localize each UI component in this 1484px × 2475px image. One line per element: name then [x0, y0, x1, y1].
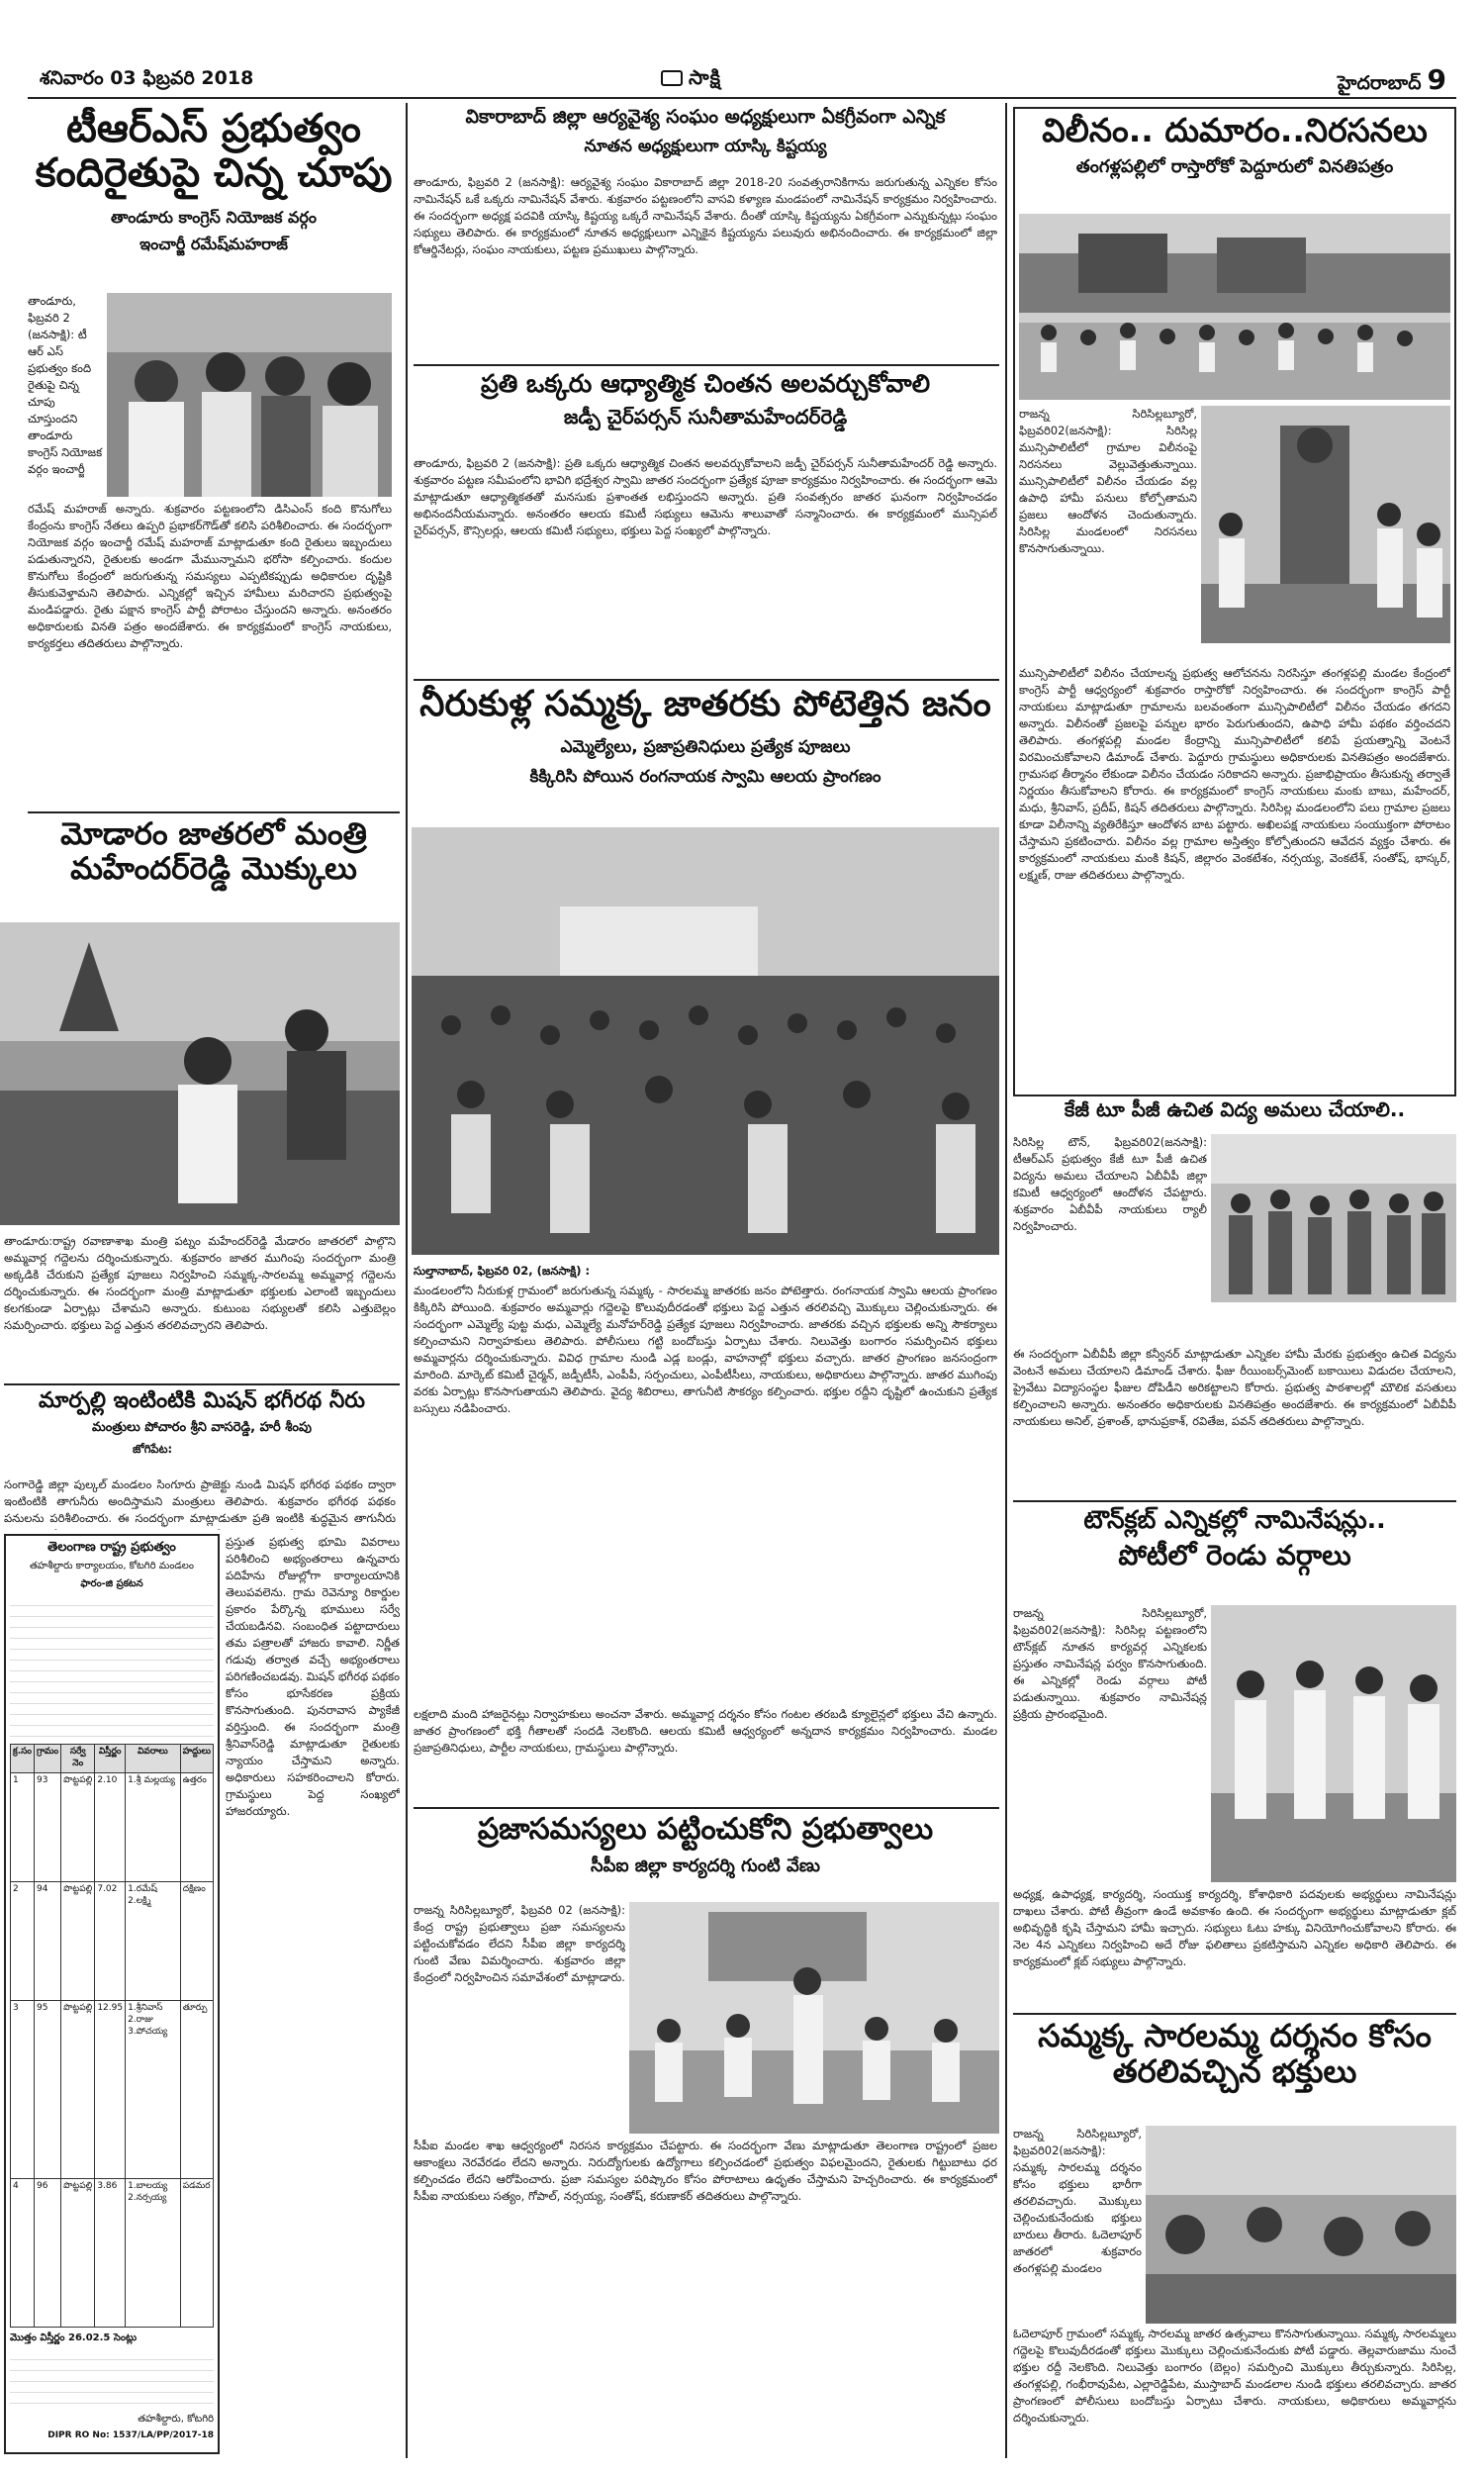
- table-cell: దక్షిణం: [180, 1882, 213, 2001]
- tender-notice-number: ఫారం-జి ప్రకటన: [80, 1578, 143, 1589]
- subheadline: సీపీఐ జిల్లా కార్యదర్శి గుంటి వేణు: [591, 1855, 820, 1876]
- story-bhagiratha-head: [4, 1389, 400, 1475]
- headline: ప్రతి ఒక్కరు ఆధ్యాత్మిక చింతన అలవర్చుకోవాలి: [480, 370, 931, 398]
- column-rule-1: [406, 103, 408, 2458]
- column-header: గ్రామం: [35, 1745, 61, 1773]
- photo-congress-leaders: [107, 293, 392, 497]
- table-cell: 1.శ్రీనివాస్ 2.రాజు 3.పోచయ్య: [126, 2001, 181, 2179]
- tender-subtitle: తహశీల్దారు కార్యాలయం, కోటగిరి మండలం: [30, 1561, 194, 1571]
- subheadline: నూతన అధ్యక్షులుగా యాస్కి కిష్టయ్య: [584, 137, 827, 157]
- dateline: సుల్తానాబాద్, ఫిబ్రవరి 02, (జనసాక్షి) :: [414, 1264, 591, 1278]
- photo-memorandum: [1201, 406, 1450, 643]
- story-vileenam-body: మున్సిపాలిటీలో విలీనం చేయాలన్న ప్రభుత్వ ఆలోచనను నిరసిస్తూ తంగళ్లపల్లి మండల కేంద్రంలో కాంగ్రెస్ పార్టీ ఆధ్వర్యంలో శుక్రవారం రాస్తారోకో నిర్వహించారు. ఈ సందర్భంగా కాంగ్రెస్ పార్టీ నాయకులు మాట్లాడుతూ గ్రామాలను బలవంతంగా మున్సిపాలిటీలో విలీనం చేయడం తగదని అన్నారు. విలీనంతో ప్రజలపై పన్నుల భారం పెరుగుతుందని, ఉపాధి హామీ పథకం వర్తించదని తెలిపారు. తంగళ్లపల్లి మండల కేంద్రాన్ని మున్సిపాలిటీలో కలిపే ప్రయత్నాన్ని వెంటనే విరమించుకోవాలని డిమాండ్ చేశారు. పెద్దూరు గ్రామస్థులు అధికారులకు వినతిపత్రం అందజేశారు. గ్రామసభ తీర్మానం లేకుండా విలీనం చేయడం సరికాదని అన్నారు. ప్రజాభిప్రాయం తీసుకున్న తర్వాతే నిర్ణయం తీసుకోవాలని కోరారు. ఈ కార్యక్రమంలో కాంగ్రెస్ నాయకులు మంకు బాబు, మహేందర్, మధు, శ్రీనివాస్, ప్రదీప్, కిషన్ తదితరులు పాల్గొన్నారు. సిరిసిల్ల మండలంలోని పలు గ్రామాల ప్రజలు కూడా విలీనాన్ని వ్యతిరేకిస్తూ ఆందోళన బాట పట్టారు. అఖిలపక్ష నాయకులు సంయుక్తంగా పోరాటం చేస్తామని ప్రకటించారు. విలీనం వల్ల గ్రామాల అస్తిత్వం కోల్పోతుందని ఆవేదన వ్యక్తం చేశారు. ఈ కార్యక్రమంలో నాయకులు మంకి కిషన్, జిల్లారం వెంకటేశం, నర్సయ్య, వెంకటేశ్, సంతోష్, భాస్కర్, లక్ష్మణ్, రాజు తదితరులు పాల్గొన్నారు.: [1019, 666, 1450, 883]
- story-kg-pg-body: ఈ సందర్భంగా ఏబీవీపీ జిల్లా కన్వీనర్ మాట్లాడుతూ ఎన్నికల హామీ మేరకు ప్రభుత్వం ఉచిత విద్యను వెంటనే అమలు చేయాలని డిమాండ్ చేశారు. ఫీజు రీయింబర్స్‌మెంట్ బకాయిలు విడుదల చేయాలని, ప్రైవేటు విద్యాసంస్థల ఫీజుల దోపిడీని అరికట్టాలని కోరారు. ప్రభుత్వ పాఠశాలల్లో మౌలిక వసతులు కల్పించాలని అన్నారు. అనంతరం అధికారులకు వినతిపత్రం అందజేశారు. ఈ కార్యక్రమంలో ఏబీవీపీ నాయకులు అనిల్, ప్రశాంత్, భానుప్రకాశ్, రవితేజ, పవన్ తదితరులు పాల్గొన్నారు.: [1013, 1347, 1456, 1429]
- subheadline: మంత్రులు పోచారం శ్రీని వాసరెడ్డి, హరీ శీంపు: [92, 1419, 312, 1435]
- subheadline: తంగళ్లపల్లిలో రాస్తారోకో పెద్దూరులో వినతిపత్రం: [1075, 155, 1394, 177]
- edition-label: [1338, 63, 1446, 99]
- headline: ప్రజాసమస్యలు పట్టించుకోని ప్రభుత్వాలు: [477, 1813, 934, 1847]
- tender-total: మొత్తం విస్తీర్ణం 26.02.5 సెంట్లు: [10, 2332, 138, 2343]
- photo-rally-icon: [1211, 1134, 1456, 1302]
- photo-statue-icon: [1201, 406, 1450, 643]
- photo-devotees-icon: [1146, 2126, 1456, 2324]
- story-sammakka-jatara-body-2: లక్షలాది మంది హాజరైనట్లు నిర్వాహకులు అంచనా వేశారు. అమ్మవార్ల దర్శనం కోసం గంటల తరబడి క్యూలైన్లలో భక్తులు వేచి ఉన్నారు. జాతర ప్రాంగణంలో భక్తి గీతాలతో సందడి నెలకొంది. ఆలయ కమిటీ ఆధ్వర్యంలో అన్నదాన కార్యక్రమం నిర్వహించారు. మండల ప్రజాప్రతినిధులు, పార్టీల నాయకులు, గ్రామస్థులు పాల్గొన్నారు.: [414, 1707, 997, 1756]
- table-cell: పొట్టపల్లి: [61, 1882, 95, 2001]
- table-cell: పొట్టపల్లి: [61, 2001, 95, 2179]
- table-cell: 93: [35, 1773, 61, 1882]
- headline: సమ్మక్క సారలమ్మ దర్శనం కోసం: [1038, 2019, 1432, 2054]
- story-divider: [4, 1383, 400, 1385]
- tender-table: [10, 1744, 214, 2328]
- story-divider: [1013, 1500, 1456, 1502]
- photo-people-icon: [107, 293, 392, 497]
- table-cell: 1.శ్రీ మల్లయ్య: [126, 1773, 181, 1882]
- table-cell: 3: [11, 2001, 35, 2179]
- table-cell: పొట్టపల్లి: [61, 1773, 95, 1882]
- tender-preamble-text-lines: [10, 1595, 214, 1744]
- headline: మోడారం జాతరలో మంత్రి: [60, 817, 367, 852]
- story-bhagiratha-body: సంగారెడ్డి జిల్లా పుల్కల్ మండలం సింగూరు ప్రాజెక్టు నుండి మిషన్ భగీరథ పథకం ద్వారా ఇంటింటికి తాగునీరు అందిస్తామని మంత్రులు తెలిపారు. శుక్రవారం భగీరథ పథకం పనులను పరిశీలించారు. ఈ సందర్భంగా మాట్లాడుతూ ప్రతి ఇంటికి శుద్ధమైన తాగునీరు: [4, 1477, 396, 1526]
- headline: వికారాబాద్ జిల్లా ఆర్యవైశ్య సంఘం అధ్యక్షులుగా ఏకగ్రీవంగా ఎన్నిక: [465, 107, 946, 128]
- column-header: విస్తీర్ణం: [95, 1745, 126, 1773]
- story-medaram-body: తాండూరు:రాష్ట్ర రవాణాశాఖ మంత్రి పట్నం మహేందర్‌రెడ్డి మేడారం జాతరలో పాల్గొని అమ్మవార్ల గద్దెలను దర్శించుకున్నారు. శుక్రవారం జాతర ముగింపు సందర్భంగా మంత్రి అక్కడికి చేరుకుని ప్రత్యేక పూజలు నిర్వహించి సమ్మక్క-సారలమ్మ అమ్మవార్ల గద్దెలను దర్శించుకున్నారు. ఈ సందర్భంగా మంత్రి మాట్లాడుతూ భక్తులకు ఎలాంటి ఇబ్బందులు కలగకుండా ఏర్పాట్లు చేశామని అన్నారు. కుటుంబ సభ్యులతో కలిసి ఎత్తుబెల్లం సమర్పించారు. భక్తులు పెద్ద ఎత్తున తరలివచ్చారని తెలిపారు.: [4, 1234, 396, 1333]
- tender-signature: తహశీల్దారు, కోటగిరి: [138, 2414, 214, 2425]
- table-cell: 12.95: [95, 2001, 126, 2179]
- table-cell: 2: [11, 1882, 35, 2001]
- table-cell: 96: [35, 2179, 61, 2328]
- column-header: వివరాలు: [126, 1745, 181, 1773]
- story-medaram-headline: [28, 817, 400, 916]
- subheadline: తాండూరు కాంగ్రెస్ నియోజక వర్గం: [110, 208, 318, 227]
- column-header: క్ర.సం: [11, 1745, 35, 1773]
- headline: టౌన్‌క్లబ్ ఎన్నికల్లో నామినేషన్లు..: [1083, 1506, 1386, 1534]
- photo-meeting-icon: [629, 1902, 999, 2134]
- story-kandi-rythu-headline: [28, 107, 400, 202]
- story-townclub-side: రాజన్న సిరిసిల్లబ్యూరో, ఫిబ్రవరి02(జనసాక్షి): సిరిసిల్ల పట్టణంలోని టౌన్‌క్లబ్ నూతన కార్యవర్గ ఎన్నికలకు ప్రస్తుతం నామినేషన్ల పర్వం కొనసాగుతుంది. ఈ ఎన్నికల్లో రెండు వర్గాలు పోటీ పడుతున్నాయి. శుక్రవారం నామినేషన్ల ప్రక్రియ ప్రారంభమైంది.: [1013, 1606, 1207, 1722]
- dipr-number: DIPR RO No: 1537/LA/PP/2017-18: [47, 2430, 214, 2440]
- story-kandi-rythu-body: రమేష్ మహరాజ్ అన్నారు. శుక్రవారం పట్టణంలోని డిసిఎంస్ కంది కొనుగోలు కేంద్రంను కాంగ్రెస్ నేతలు ఉప్పరి ప్రభాకర్‌గౌడ్‌తో కలిసి పరిశీలించారు. ఈ సందర్భంగా నియోజక వర్గం ఇంచార్జీ రమేష్ మహరాజ్ మాట్లాడుతూ కంది రైతులు ఇబ్బందులు పడుతున్నారని, రైతులకు అండగా మేమున్నామని భరోసా కల్పించారు. కందుల కొనుగోలు కేంద్రంలో జరుగుతున్న సమస్యలు ఎప్పటికప్పుడు అధికారుల దృష్టికి తీసుకువెళ్తామని తెలిపారు. ఎన్నికల్లో ఇచ్చిన హామీలు మరిచారని ప్రభుత్వంపై మండిపడ్డారు. రైతు పక్షాన కాంగ్రెస్ పార్టీ పోరాటం చేస్తుందని అన్నారు. అనంతరం అధికారులకు వినతి పత్రం అందజేశారు. ఈ కార్యక్రమంలో కాంగ్రెస్ నాయకులు, కార్యకర్తలు తదితరులు పాల్గొన్నారు.: [28, 502, 392, 651]
- story-townclub-body: అధ్యక్ష, ఉపాధ్యక్ష, కార్యదర్శి, సంయుక్త కార్యదర్శి, కోశాధికారి పదవులకు అభ్యర్థులు నామినేషన్లు దాఖలు చేశారు. పోటీ తీవ్రంగా ఉండే అవకాశం ఉంది. ఈ సందర్భంగా అభ్యర్థులు మాట్లాడుతూ క్లబ్ అభివృద్ధికి కృషి చేస్తామని హామీ ఇచ్చారు. సభ్యులు ఓటు హక్కు వినియోగించుకోవాలని కోరారు. ఈ నెల 4న ఎన్నికలు నిర్వహించి అదే రోజు ఫలితాలు ప్రకటిస్తామని ఎన్నికల అధికారి తెలిపారు. ఈ కార్యక్రమంలో క్లబ్ సభ్యులు పాల్గొన్నారు.: [1013, 1887, 1456, 1969]
- photo-jatara-crowd: [412, 827, 999, 1255]
- headline: కందిరైతుపై చిన్న చూపు: [35, 149, 393, 196]
- tender-table-header: [11, 1745, 214, 1773]
- table-cell: 1: [11, 1773, 35, 1882]
- photo-townclub-nominations: [1211, 1605, 1456, 1882]
- story-sammakka-jatara-body: మండలంలోని నీరుకుళ్ల గ్రామంలో జరుగుతున్న సమ్మక్క - సారలమ్మ జాతరకు జనం పోటెత్తారు. రంగనాయక స్వామి ఆలయ ప్రాంగణం కిక్కిరిసి పోయింది. శుక్రవారం అమ్మవార్లు గద్దెలపై కొలువుదీరడంతో భక్తులు పెద్ద ఎత్తున తరలివచ్చి మొక్కులు చెల్లించుకున్నారు. ఈ సందర్భంగా ఎమ్మెల్యే పుట్ట మధు, ఎమ్మెల్యే మనోహర్‌రెడ్డి ప్రత్యేక పూజలు నిర్వహించారు. జాతరకు వచ్చిన భక్తులకు అన్ని సౌకర్యాలు కల్పించామని నిర్వాహకులు తెలిపారు. పోలీసులు గట్టి బందోబస్తు ఏర్పాటు చేశారు. నిలువెత్తు బంగారం సమర్పించిన భక్తులు అమ్మవార్లను దర్శించుకున్నారు. వివిధ గ్రామాల నుండి ఎడ్ల బండ్లు, వాహనాల్లో భక్తులు వచ్చారు. జాతర ప్రాంగణం జనసంద్రంగా మారింది. మార్కెట్ కమిటీ చైర్మన్, జడ్పీటీసీ, ఎంపీపీ, సర్పంచులు, ఎంపీటీసీలు, నాయకులు, అధికారులు పాల్గొన్నారు. జాతర ముగింపు వరకు ఏర్పాట్లు కొనసాగుతాయని తెలిపారు. వైద్య శిబిరాలు, తాగునీటి సౌకర్యం కల్పించారు. భక్తుల రద్దీని దృష్టిలో ఉంచుకుని ప్రత్యేక బస్సులు నడిపించారు.: [414, 1284, 997, 1416]
- story-vileenam-head: [1019, 113, 1450, 208]
- issue-date: శనివారం 03 ఫిబ్రవరి 2018: [40, 67, 254, 89]
- column-header: సర్వే నెం: [61, 1745, 95, 1773]
- table-cell: 1.బాలయ్య 2.నర్సయ్య: [126, 2179, 181, 2328]
- story-sammakka-darshanam-body: ఓదెలాపూర్ గ్రామంలో సమ్మక్క సారలమ్మ జాతర ఉత్సవాలు కొనసాగుతున్నాయి. సమ్మక్క సారలమ్మలు గద్దెలపై కొలువుదీరడంతో భక్తులు మొక్కులు చెల్లించుకునేందుకు పోటీ పడ్డారు. తెల్లవారుజాము నుంచే భక్తుల రద్దీ నెలకొంది. నిలువెత్తు బంగారం (బెల్లం) సమర్పించి మొక్కులు తీర్చుకున్నారు. సిరిసిల్ల, తంగళ్లపల్లి, గంభీరావుపేట, ఎల్లారెడ్డిపేట, ముస్తాబాద్ మండలాల నుండి భక్తులు తరలివచ్చారు. జాతర ప్రాంగణంలో పోలీసులు బందోబస్తు ఏర్పాటు చేశారు. నాయకులు, అధికారులు అమ్మవార్లను దర్శించుకున్నారు.: [1013, 2327, 1456, 2426]
- column-header: హద్దులు: [180, 1745, 213, 1773]
- table-cell: 3.86: [95, 2179, 126, 2328]
- masthead: [28, 59, 1456, 99]
- story-divider: [1013, 2013, 1456, 2015]
- photo-devotees: [1146, 2126, 1456, 2324]
- photo-nomination-icon: [1211, 1605, 1456, 1882]
- photo-crowd-icon: [412, 827, 999, 1255]
- page-number: 9: [1427, 63, 1446, 96]
- table-cell: 94: [35, 1882, 61, 2001]
- column-rule-2: [1005, 103, 1007, 2458]
- table-row: [11, 2001, 214, 2179]
- story-sammakka-jatara-head: [412, 685, 999, 821]
- headline: పోటీలో రెండు వర్గాలు: [1118, 1539, 1351, 1571]
- table-cell: 1.రమేష్ 2.లక్ష్మి: [126, 1882, 181, 2001]
- photo-jatara-icon: [0, 922, 400, 1225]
- story-sammakka-darshanam-side: రాజన్న సిరిసిల్లబ్యూరో, ఫిబ్రవరి02(జనసాక్షి): సమ్మక్క సారలమ్మ దర్శనం కోసం భక్తులు భారీగా తరలివచ్చారు. మొక్కులు చెల్లించుకునేందుకు భక్తులు బారులు తీరారు. ఓదెలాపూర్ జాతరలో శుక్రవారం తంగళ్లపల్లి మండలం: [1013, 2127, 1142, 2276]
- table-row: [11, 1882, 214, 2001]
- headline: విలీనం.. దుమారం..నిరసనలు: [1042, 113, 1428, 149]
- story-sammakka-darshanam-head: [1013, 2019, 1456, 2124]
- table-cell: తూర్పు: [180, 2001, 213, 2179]
- logo-mark-icon: [661, 70, 683, 86]
- headline: మహేందర్‌రెడ్డి మొక్కులు: [70, 850, 357, 887]
- story-townclub-head: [1013, 1506, 1456, 1601]
- headline: మార్పల్లి ఇంటింటికి మిషన్ భగీరథ నీరు: [39, 1389, 365, 1413]
- table-cell: పడమర: [180, 2179, 213, 2328]
- table-cell: ఉత్తరం: [180, 1773, 213, 1882]
- story-divider: [28, 811, 400, 813]
- table-row: [11, 2179, 214, 2328]
- table-cell: 95: [35, 2001, 61, 2179]
- story-kandi-rythu-subhead: [28, 208, 400, 269]
- story-adhyatmika-body: తాండూరు, ఫిబ్రవరి 2 (జనసాక్షి): ప్రతి ఒక్కరు ఆధ్యాత్మిక చింతన అలవర్చుకోవాలని జడ్పీ చైర్‌పర్సన్ సునీతామహేందర్ రెడ్డి అన్నారు. శుక్రవారం పట్టణ సమీపంలోని భావిగి భద్రేశ్వర స్వామి జాతర సందర్భంగా ప్రత్యేక పూజా కార్యక్రమం నిర్వహించారు. ఈ సందర్భంగా ఆమె మాట్లాడుతూ ఆధ్యాత్మికతతో మనసుకు ప్రశాంతత లభిస్తుందని అన్నారు. ప్రతి సంవత్సరం జాతర ఘనంగా నిర్వహించడం అభినందనీయమన్నారు. అనంతరం ఆలయ కమిటీ సభ్యులు ఆమెను శాలువాతో సన్మానించారు. ఈ కార్యక్రమంలో మున్సిపల్ చైర్‌పర్సన్, కౌన్సిలర్లు, ఆలయ కమిటీ సభ్యులు, భక్తులు పెద్ద సంఖ్యలో పాల్గొన్నారు.: [414, 456, 997, 538]
- photo-protest-road-icon: [1019, 214, 1450, 400]
- photo-cpi-meeting: [629, 1902, 999, 2134]
- table-cell: 7.02: [95, 1882, 126, 2001]
- story-adhyatmika-head: [412, 370, 999, 443]
- subheadline: జడ్పీ చైర్‌పర్సన్ సునీతామహేందర్‌రెడ్డి: [563, 405, 848, 428]
- table-cell: 2.10: [95, 1773, 126, 1882]
- tender-footer-text-lines: [10, 2349, 214, 2409]
- photo-abvp-rally: [1211, 1134, 1456, 1302]
- story-aryavysya-body: తాండూరు, ఫిబ్రవరి 2 (జనసాక్షి): ఆర్యవైశ్య సంఘం వికారాబాద్ జిల్లా 2018-20 సంవత్సరానికిగాను జరుగుతున్న ఎన్నికల కోసం నామినేషన్ ఒకే ఒక్కరు నామినేషన్ వేశారు. శుక్రవారం పట్టణంలోని వాసవి కళ్యాణ మండపంలో నామినేషన్ కార్యక్రమం నిర్వహించారు. ఈ సందర్భంగా అధ్యక్ష పదవికి యాస్కి కిష్టయ్య ఒక్కరే నామినేషన్ వేశారు. దీంతో యాస్కి కిష్టయ్యను ఏకగ్రీవంగా ఎన్నుకున్నట్లు సంఘం సభ్యులు తెలిపారు. ఈ కార్యక్రమంలో నూతన అధ్యక్షులుగా ఎన్నికైన కిష్టయ్యను పలువురు అభినందించారు. ఈ కార్యక్రమంలో జిల్లా కోఆర్డినేటర్లు, సంఘం నాయకులు, పట్టణ ప్రముఖులు పాల్గొన్నారు.: [414, 175, 997, 257]
- tender-notice: [4, 1534, 220, 2454]
- table-cell: 4: [11, 2179, 35, 2328]
- headline: నీరుకుళ్ల సమ్మక్క జాతరకు పోటెత్తిన జనం: [419, 685, 991, 724]
- story-side-text: తాండూరు, ఫిబ్రవరి 2 (జనసాక్షి): టీ ఆర్ ఎస్ ప్రభుత్వం కంది రైతుపై చిన్న చూపు చూస్తుందని తాండూరు కాంగ్రెస్ నియోజక వర్గం ఇంచార్జీ: [28, 294, 103, 477]
- story-vileenam-side: రాజన్న సిరిసిల్లబ్యూరో, ఫిబ్రవరి02(జనసాక్షి): సిరిసిల్ల మున్సిపాలిటీలో గ్రామాల విలీనంపై నిరసనలు వెల్లువెత్తుతున్నాయి. మున్సిపాలిటీలో విలీనం చేయడం వల్ల ఉపాధి హామీ పనులు కోల్పోతామని ప్రజలు ఆందోళన చెందుతున్నారు. సిరిసిల్ల మండలంలో నిరసనలు కొనసాగుతున్నాయి.: [1019, 407, 1197, 556]
- subheadline: ఎమ్మెల్యేలు, ప్రజాప్రతినిధులు ప్రత్యేక పూజలు: [560, 737, 851, 758]
- headline: తరలివచ్చిన భక్తులు: [1112, 2051, 1357, 2090]
- dateline: జోగిపేట:: [133, 1441, 173, 1456]
- story-bhagiratha-continued: ప్రస్తుత ప్రభుత్వ భూమి వివరాలు పరిశీలించి అభ్యంతరాలు ఉన్నవారు పదిహేను రోజుల్లోగా కార్యాలయానికి తెలుపవలెను. గ్రామ రెవెన్యూ రికార్డుల ప్రకారం పేర్కొన్న భూములు సర్వే చేయబడినవి. సంబంధిత పట్టాదారులు తమ పత్రాలతో హాజరు కావాలి. నిర్ణీత గడువు తర్వాత వచ్చే అభ్యంతరాలు పరిగణించబడవు. మిషన్ భగీరథ పథకం కోసం భూసేకరణ ప్రక్రియ కొనసాగుతుంది. పునరావాస ప్యాకేజీ వర్తిస్తుంది. ఈ సందర్భంగా మంత్రి శ్రీనివాస్‌రెడ్డి మాట్లాడుతూ రైతులకు న్యాయం చేస్తామని అన్నారు. అధికారులు సహకరించాలని కోరారు. గ్రామస్థులు పెద్ద సంఖ్యలో హాజరయ్యారు.: [226, 1535, 400, 1819]
- photo-minister-medaram: [0, 922, 400, 1225]
- photo-rastaroko: [1019, 214, 1450, 400]
- table-row: [11, 1773, 214, 1882]
- logo-text: సాక్షి: [689, 65, 722, 89]
- headline: టీఆర్ఎస్ ప్రభుత్వం: [66, 107, 361, 151]
- story-praja-samasyalu-body: సీపీఐ మండల శాఖ ఆధ్వర్యంలో నిరసన కార్యక్రమం చేపట్టారు. ఈ సందర్భంగా వేణు మాట్లాడుతూ తెలంగాణ రాష్ట్రంలో ప్రజల ఆకాంక్షలు నెరవేరడం లేదని అన్నారు. నిరుద్యోగులకు ఉద్యోగాలు కల్పించడంలో ప్రభుత్వం విఫలమైందని, రైతులకు గిట్టుబాటు ధర కల్పించడం లేదని ఆరోపించారు. ప్రజా సమస్యల పరిష్కారం కోసం పోరాటాలు ఉధృతం చేస్తామని హెచ్చరించారు. ఈ కార్యక్రమంలో సీపీఐ నాయకులు సత్యం, గోపాల్, నర్సయ్య, సంతోష్, కరుణాకర్ తదితరులు పాల్గొన్నారు.: [414, 2139, 997, 2204]
- tender-title: తెలంగాణ రాష్ట్ర ప్రభుత్వం: [47, 1540, 176, 1555]
- story-praja-samasyalu-side: రాజన్న సిరిసిల్లబ్యూరో, ఫిబ్రవరి 02 (జనసాక్షి): కేంద్ర రాష్ట్ర ప్రభుత్వాలు ప్రజా సమస్యలను పట్టించుకోవడం లేదని సీపీఐ జిల్లా కార్యదర్శి గుంటి వేణు విమర్శించారు. శుక్రవారం జిల్లా కేంద్రంలో నిర్వహించిన సమావేశంలో మాట్లాడారు.: [414, 1903, 625, 1985]
- edition-name: హైదరాబాద్: [1337, 72, 1422, 94]
- newspaper-logo: [661, 65, 721, 94]
- story-divider: [414, 679, 999, 681]
- story-praja-samasyalu-head: [412, 1813, 999, 1896]
- story-aryavysya-head: [412, 107, 999, 170]
- subheadline: కిక్కిరిసి పోయిన రంగనాయక స్వామి ఆలయ ప్రాంగణం: [529, 767, 881, 788]
- headline: కేజీ టూ పీజీ ఉచిత విద్య అమలు చేయాలి..: [1064, 1098, 1406, 1121]
- story-divider: [414, 364, 999, 366]
- subheadline: ఇంచార్జీ రమేష్‌మహరాజ్: [139, 234, 288, 253]
- story-kg-pg-head: [1013, 1098, 1456, 1132]
- table-cell: పొట్టపల్లి: [61, 2179, 95, 2328]
- story-kg-pg-side: సిరిసిల్ల టౌన్, ఫిబ్రవరి02(జనసాక్షి): టీఆర్‌ఎస్ ప్రభుత్వం కేజీ టూ పీజీ ఉచిత విద్యను అమలు చేయాలని ఏబీవీపీ జిల్లా కమిటీ ఆధ్వర్యంలో ఆందోళన చేపట్టారు. శుక్రవారం ఏబీవీపీ నాయకులు ర్యాలీ నిర్వహించారు.: [1013, 1135, 1207, 1234]
- story-divider: [414, 1807, 999, 1809]
